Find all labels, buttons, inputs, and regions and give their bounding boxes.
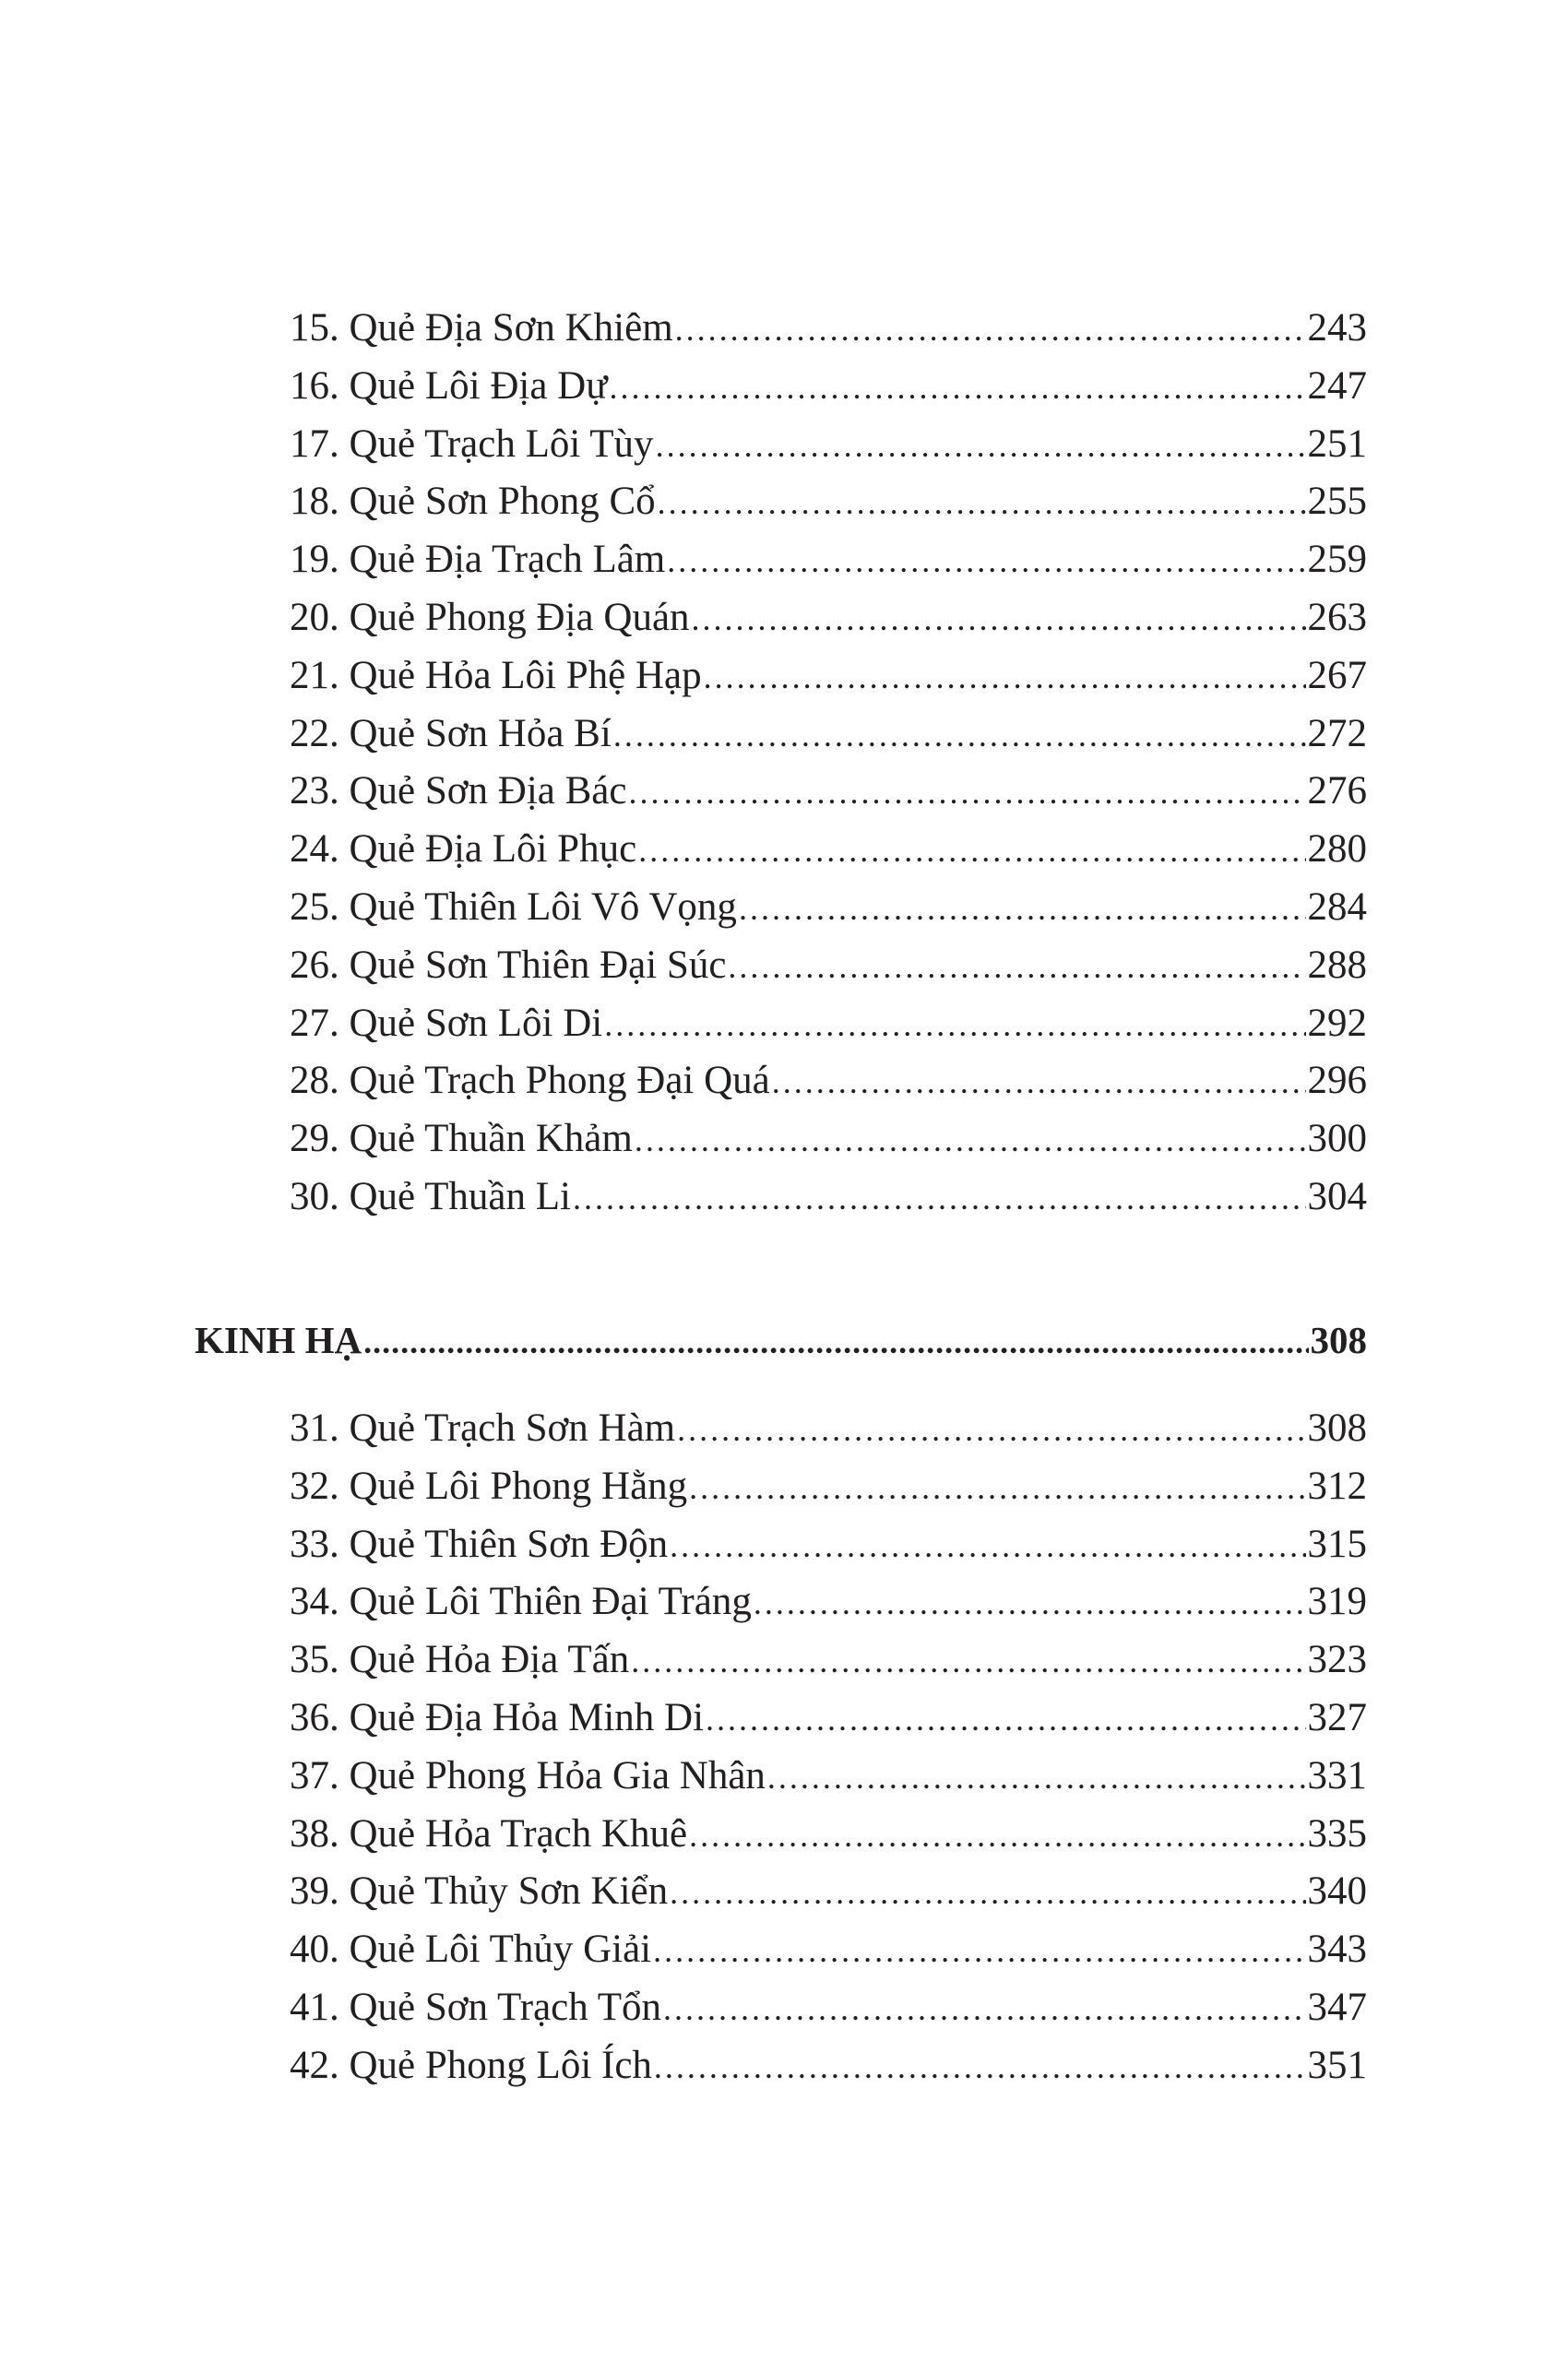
- entry-title: 33. Quẻ Thiên Sơn Độn: [290, 1522, 669, 1566]
- dot-leader: [689, 1806, 1305, 1865]
- dot-leader: [610, 358, 1306, 417]
- dot-leader: [677, 1400, 1305, 1459]
- entry-title: 40. Quẻ Lôi Thủy Giải: [290, 1928, 652, 1972]
- toc-entry[interactable]: [290, 300, 1367, 358]
- toc-entry[interactable]: [290, 706, 1367, 764]
- toc-entry[interactable]: [290, 1169, 1367, 1227]
- entry-title: 35. Quẻ Hỏa Địa Tấn: [290, 1638, 630, 1682]
- entry-title: 32. Quẻ Lôi Phong Hằng: [290, 1464, 688, 1508]
- entry-page-number: 243: [1307, 306, 1367, 350]
- dot-leader: [635, 1110, 1306, 1169]
- toc-entry[interactable]: [290, 416, 1367, 474]
- entry-page-number: 331: [1307, 1753, 1367, 1797]
- dot-leader: [628, 763, 1305, 822]
- entry-page-number: 272: [1307, 711, 1367, 755]
- entry-page-number: 276: [1307, 769, 1367, 813]
- entry-title: 31. Quẻ Trạch Sơn Hàm: [290, 1406, 676, 1450]
- dot-leader: [675, 300, 1306, 359]
- entry-title: 28. Quẻ Trạch Phong Đại Quá: [290, 1059, 770, 1103]
- entry-page-number: 296: [1307, 1059, 1367, 1103]
- entry-page-number: 343: [1307, 1928, 1367, 1972]
- toc-entry[interactable]: [290, 358, 1367, 416]
- entry-title: 29. Quẻ Thuần Khảm: [290, 1117, 633, 1161]
- entry-page-number: 347: [1307, 1985, 1367, 2029]
- entry-page-number: 259: [1307, 538, 1367, 582]
- toc-section-heading[interactable]: [195, 1311, 1367, 1370]
- entry-page-number: 308: [1307, 1406, 1367, 1450]
- toc-entry[interactable]: [290, 821, 1367, 879]
- toc-entry[interactable]: [290, 1631, 1367, 1690]
- toc-entry[interactable]: [290, 1458, 1367, 1516]
- entry-page-number: 304: [1307, 1174, 1367, 1218]
- entry-title: 37. Quẻ Phong Hỏa Gia Nhân: [290, 1753, 766, 1797]
- entry-title: 23. Quẻ Sơn Địa Bác: [290, 769, 627, 813]
- entry-title: 20. Quẻ Phong Địa Quán: [290, 595, 690, 639]
- toc-entry[interactable]: [290, 647, 1367, 706]
- toc-entry[interactable]: [290, 1516, 1367, 1574]
- dot-leader: [772, 1052, 1306, 1111]
- entry-page-number: 280: [1307, 827, 1367, 872]
- dot-leader: [658, 473, 1306, 532]
- entry-title: 16. Quẻ Lôi Địa Dự: [290, 363, 608, 408]
- toc-entry[interactable]: [290, 1690, 1367, 1748]
- toc-list-kinh-thuong: [290, 300, 1367, 1227]
- toc-entry[interactable]: [290, 1806, 1367, 1864]
- entry-page-number: 323: [1307, 1638, 1367, 1682]
- dot-leader: [663, 1979, 1306, 2038]
- toc-entry[interactable]: [290, 937, 1367, 995]
- entry-title: 18. Quẻ Sơn Phong Cổ: [290, 480, 656, 524]
- entry-title: 24. Quẻ Địa Lôi Phục: [290, 827, 637, 872]
- entry-page-number: 255: [1307, 480, 1367, 524]
- entry-page-number: 319: [1307, 1580, 1367, 1624]
- entry-page-number: 315: [1307, 1522, 1367, 1566]
- entry-title: 30. Quẻ Thuần Li: [290, 1174, 571, 1218]
- dot-leader: [613, 706, 1306, 765]
- toc-entry[interactable]: [290, 1052, 1367, 1110]
- dot-leader: [653, 1921, 1305, 1980]
- dot-leader: [654, 2037, 1306, 2096]
- dot-leader: [656, 416, 1306, 475]
- entry-page-number: 340: [1307, 1869, 1367, 1914]
- entry-title: 42. Quẻ Phong Lôi Ích: [290, 2043, 652, 2087]
- toc-entry[interactable]: [290, 473, 1367, 531]
- entry-title: 34. Quẻ Lôi Thiên Đại Tráng: [290, 1580, 752, 1624]
- entry-title: 21. Quẻ Hỏa Lôi Phệ Hạp: [290, 653, 702, 697]
- toc-entry[interactable]: [290, 1921, 1367, 1979]
- entry-page-number: 247: [1307, 363, 1367, 408]
- dot-leader: [728, 937, 1305, 996]
- entry-page-number: 351: [1307, 2043, 1367, 2087]
- dot-leader: [573, 1169, 1306, 1228]
- dot-leader: [754, 1573, 1306, 1632]
- entry-page-number: 251: [1307, 421, 1367, 466]
- toc-list-kinh-ha: [290, 1400, 1367, 2095]
- toc-entry[interactable]: [290, 1979, 1367, 2037]
- toc-entry[interactable]: [290, 1863, 1367, 1921]
- entry-page-number: 312: [1307, 1464, 1367, 1508]
- toc-entry[interactable]: [290, 1110, 1367, 1169]
- entry-page-number: 288: [1307, 943, 1367, 987]
- dot-leader: [638, 821, 1305, 880]
- entry-page-number: 267: [1307, 653, 1367, 697]
- entry-title: 22. Quẻ Sơn Hỏa Bí: [290, 711, 612, 755]
- dot-leader: [706, 1690, 1305, 1749]
- toc-entry[interactable]: [290, 995, 1367, 1053]
- toc-entry[interactable]: [290, 2037, 1367, 2095]
- toc-entry[interactable]: [290, 1400, 1367, 1458]
- entry-title: 39. Quẻ Thủy Sơn Kiển: [290, 1869, 669, 1914]
- section-title: KINH HẠ: [195, 1319, 362, 1361]
- dot-leader: [704, 647, 1306, 706]
- dot-leader: [739, 879, 1306, 938]
- entry-title: 41. Quẻ Sơn Trạch Tổn: [290, 1985, 661, 2029]
- entry-title: 27. Quẻ Sơn Lôi Di: [290, 1001, 603, 1045]
- dot-leader: [670, 1516, 1305, 1575]
- toc-entry[interactable]: [290, 589, 1367, 647]
- dot-leader: [767, 1748, 1306, 1807]
- dot-leader: [692, 589, 1306, 648]
- toc-entry[interactable]: [290, 1748, 1367, 1806]
- entry-title: 25. Quẻ Thiên Lôi Vô Vọng: [290, 884, 737, 929]
- entry-page-number: 292: [1307, 1001, 1367, 1045]
- dot-leader: [689, 1458, 1305, 1517]
- entry-page-number: 335: [1307, 1811, 1367, 1856]
- entry-title: 38. Quẻ Hỏa Trạch Khuê: [290, 1811, 688, 1856]
- entry-page-number: 263: [1307, 595, 1367, 639]
- toc-entry[interactable]: [290, 763, 1367, 821]
- entry-title: 26. Quẻ Sơn Thiên Đại Súc: [290, 943, 727, 987]
- section-page-number: 308: [1310, 1319, 1367, 1361]
- entry-title: 36. Quẻ Địa Hỏa Minh Di: [290, 1695, 705, 1739]
- entry-title: 15. Quẻ Địa Sơn Khiêm: [290, 306, 673, 350]
- entry-page-number: 327: [1307, 1695, 1367, 1739]
- dot-leader: [604, 995, 1305, 1054]
- toc-entry[interactable]: [290, 531, 1367, 589]
- dot-leader: [670, 1863, 1305, 1922]
- entry-title: 19. Quẻ Địa Trạch Lâm: [290, 538, 666, 582]
- dot-leader: [631, 1631, 1305, 1691]
- toc-entry[interactable]: [290, 879, 1367, 937]
- dot-leader: [667, 531, 1305, 590]
- entry-title: 17. Quẻ Trạch Lôi Tùy: [290, 421, 654, 466]
- entry-page-number: 284: [1307, 884, 1367, 929]
- dot-leader: [363, 1311, 1308, 1371]
- entry-page-number: 300: [1307, 1117, 1367, 1161]
- toc-entry[interactable]: [290, 1573, 1367, 1631]
